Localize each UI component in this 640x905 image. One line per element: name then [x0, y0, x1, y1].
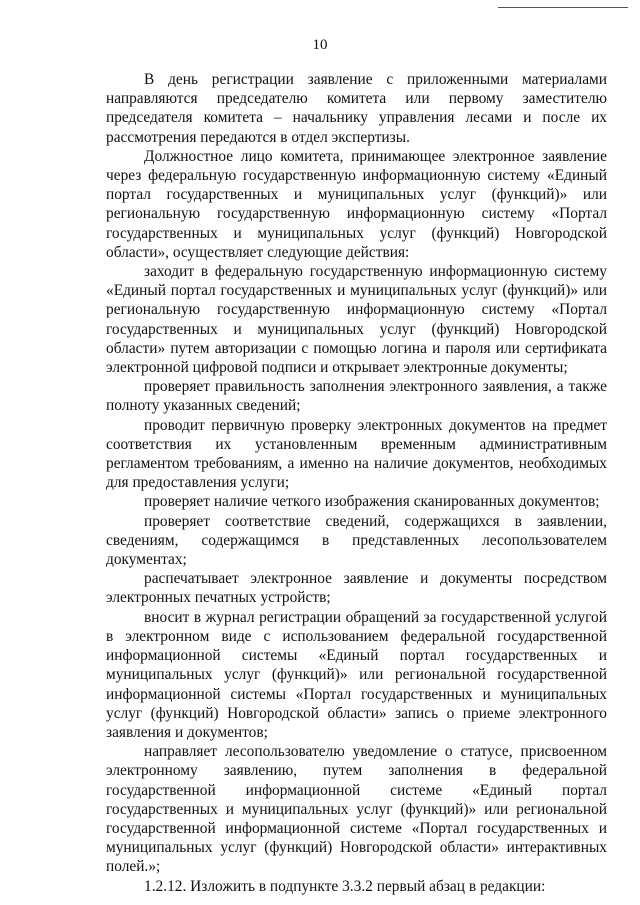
paragraph-primary-check: проводит первичную проверку электронных документов на предмет соответствия их установленным временным административным регламентом требованиям, а именно на наличие документов, необходимых для предоставления услуги; — [106, 416, 607, 492]
paragraph-journal-entry: вносит в журнал регистрации обращений за государственной услугой в электронном виде с использованием федеральной государственной информационной системы «Единый портал государственных и муниципальных услуг (функций)» или региональной государственной информационной системы «Портал государственных и муниципальных услуг (функций) Новгородской области» запись о приеме электронного заявления и документов; — [106, 608, 607, 741]
document-body — [106, 70, 607, 896]
paragraph-amendment-1-2-12: 1.2.12. Изложить в подпункте 3.3.2 первый абзац в редакции: — [144, 877, 546, 895]
top-edge-rule — [498, 7, 628, 8]
page-number: 10 — [312, 37, 328, 53]
paragraph-sends-notification: направляет лесопользователю уведомление о статусе, присвоенном электронному заявлению, путем заполнения в федеральной государственной информационной системе «Единый портал государственных и муниципальных услуг (функций)» или региональной государственной информационной системе «Портал государственных и муниципальных услуг (функций) Новгородской области» интерактивных полей.»; — [106, 743, 607, 876]
paragraph-enters-system: заходит в федеральную государственную информационную систему «Единый портал государственных и муниципальных услуг (функций)» или региональную государственную информационную систему «Портал государственных и муниципальных услуг (функций) Новгородской области» путем авторизации с помощью логина и пароля или сертификата электронной цифровой подписи и открывает электронные документы; — [106, 263, 607, 377]
paragraph-official-actions: Должностное лицо комитета, принимающее электронное заявление через федеральную государственную информационную систему «Единый портал государственных и муниципальных услуг (функций)» или региональную государственную информационную систему «Портал государственных и муниципальных услуг (функций) Новгородской области», осуществляет следующие действия: — [106, 147, 607, 261]
paragraph-checks-correctness: проверяет правильность заполнения электронного заявления, а также полноту указанных сведений; — [106, 378, 607, 415]
paragraph-image-check: проверяет наличие четкого изображения сканированных документов; — [144, 493, 600, 511]
paragraph-data-match-check: проверяет соответствие сведений, содержащихся в заявлении, сведениям, содержащимся в представленных лесопользователем документах; — [106, 512, 607, 569]
paragraph-registration-day: В день регистрации заявление с приложенными материалами направляются председателю комитета или первому заместителю председателя комитета – начальнику управления лесами и после их рассмотрения передаются в отдел экспертизы. — [106, 71, 607, 146]
paragraph-prints-documents: распечатывает электронное заявление и документы посредством электронных печатных устройств; — [106, 570, 607, 607]
